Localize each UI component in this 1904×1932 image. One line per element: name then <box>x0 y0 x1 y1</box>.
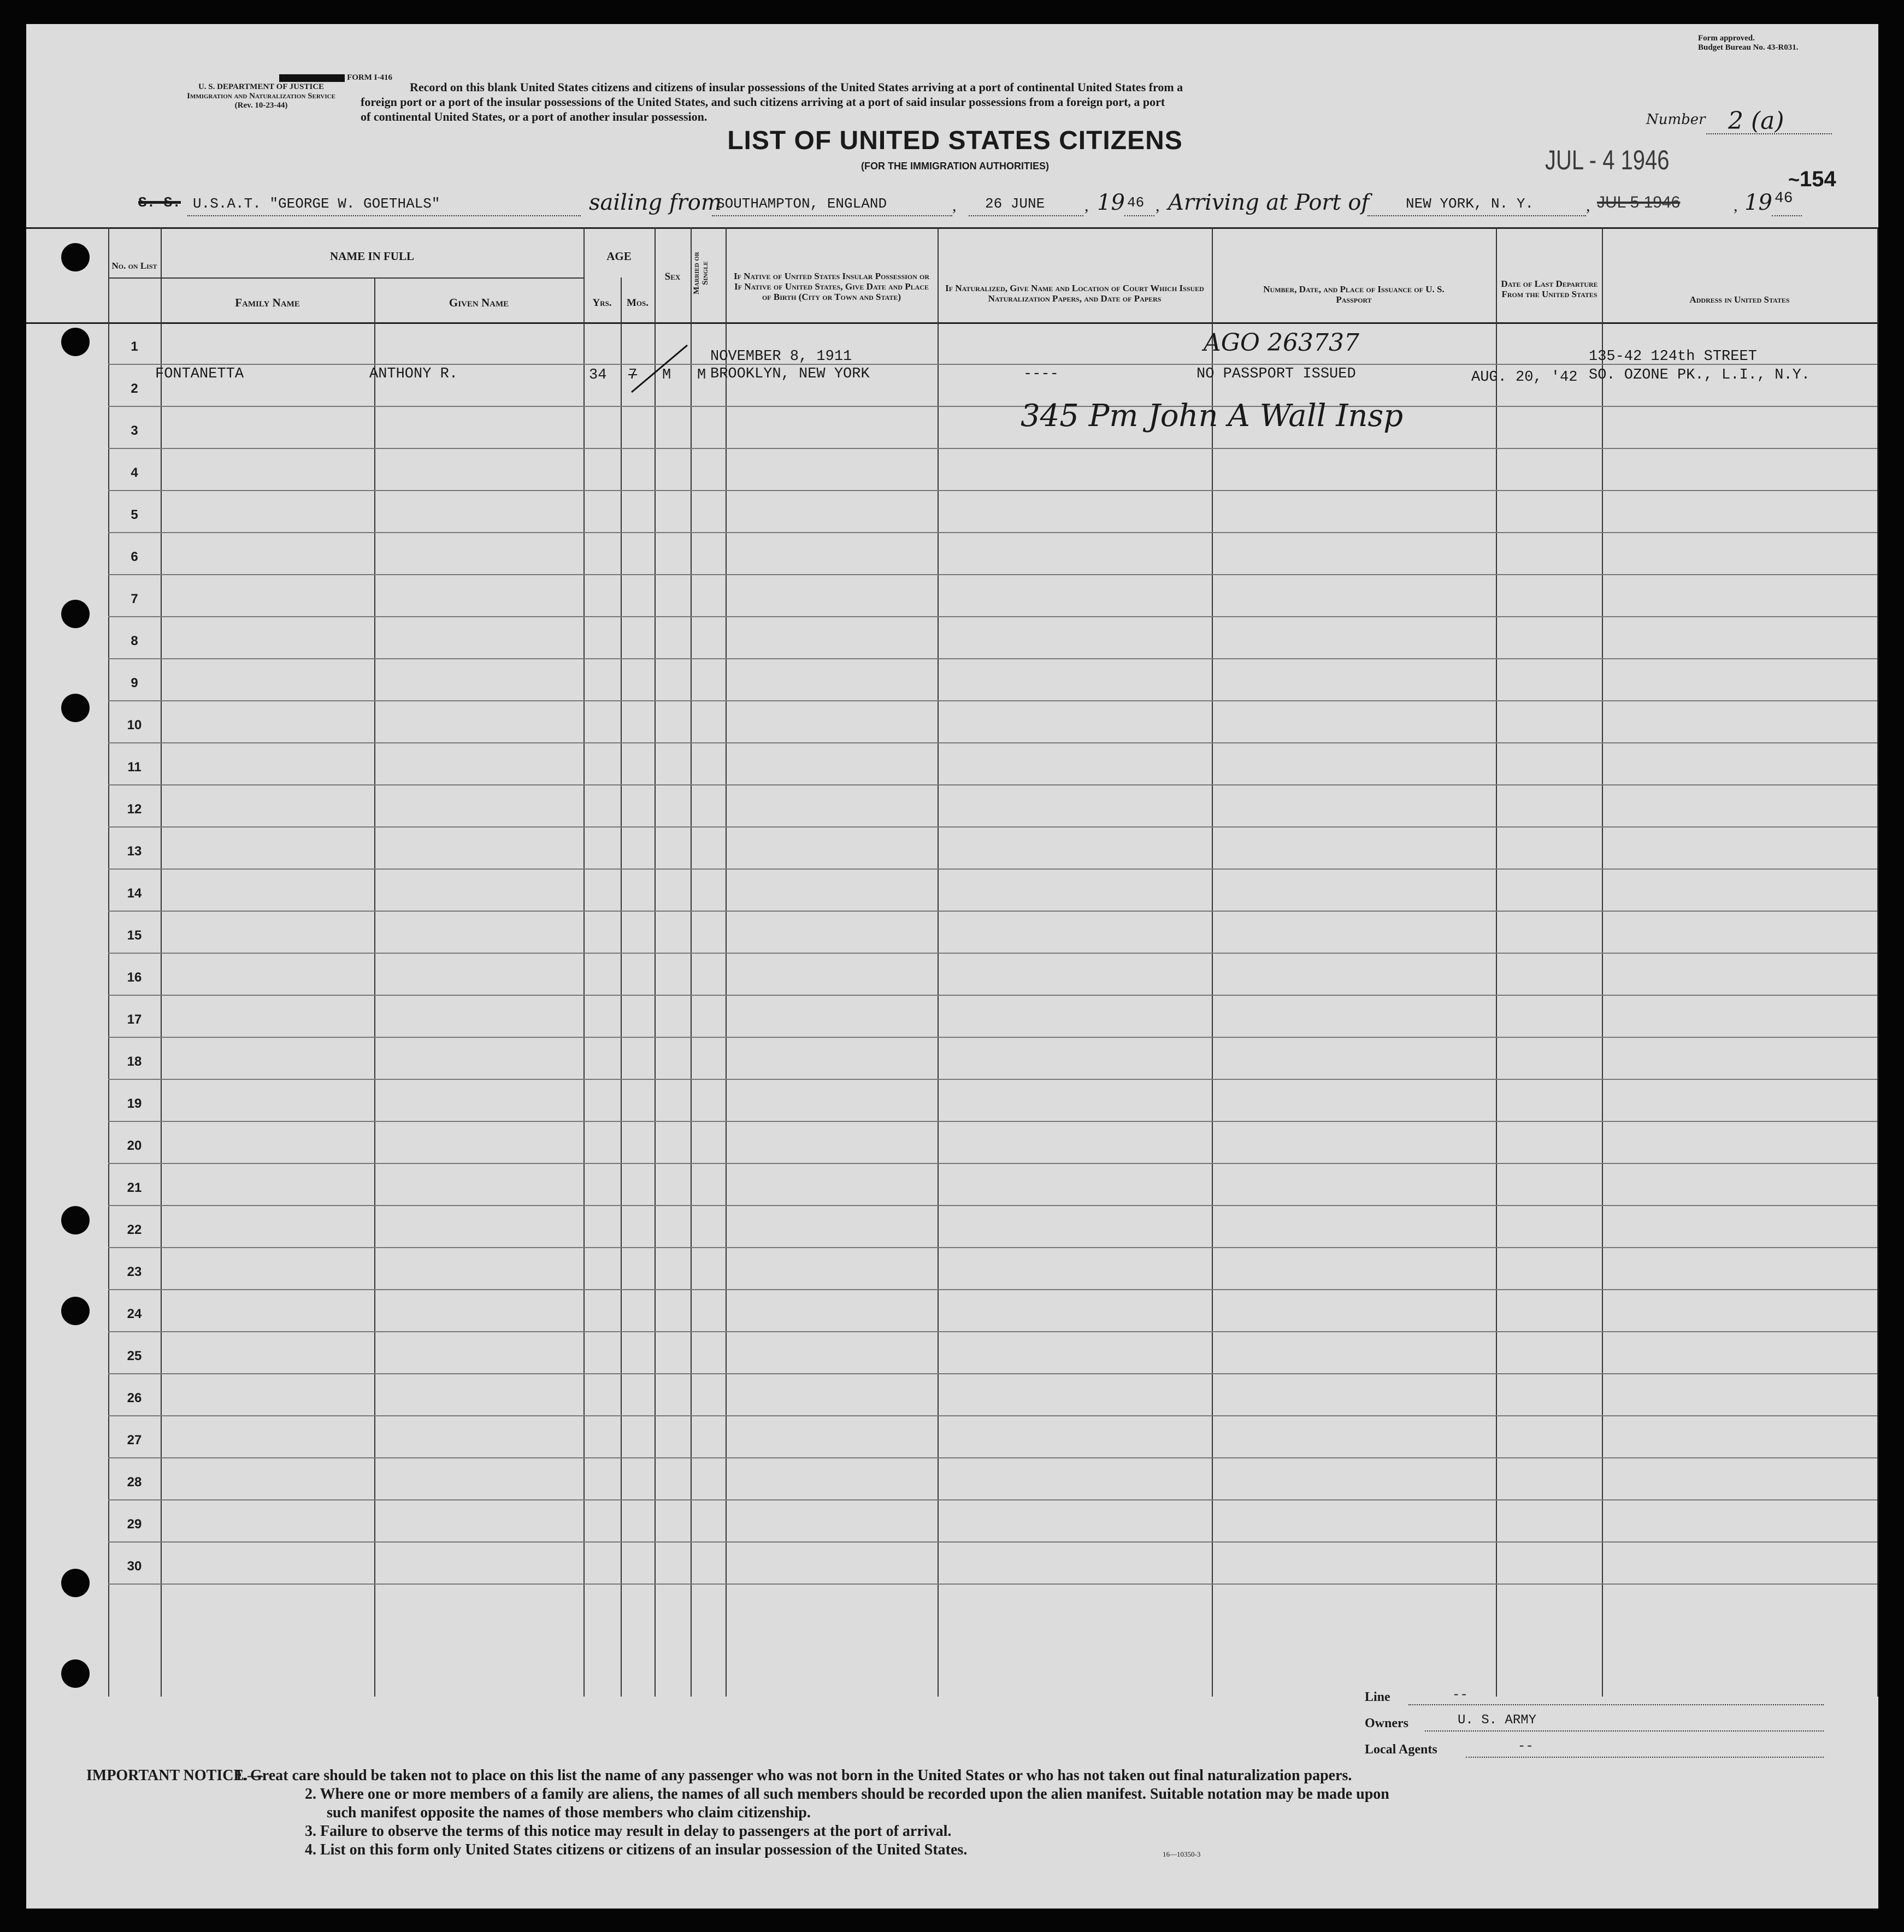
budget-text: Budget Bureau No. 43-R031. <box>1698 43 1799 52</box>
row-number: 7 <box>131 592 138 606</box>
row-rule <box>108 1373 1877 1374</box>
passport-handwritten: AGO 263737 <box>1204 329 1359 357</box>
checkmark-icon <box>627 342 693 397</box>
header-married: Married or Single <box>692 252 710 294</box>
row-number: 22 <box>127 1222 142 1237</box>
row-rule <box>108 1415 1877 1416</box>
row-number: 4 <box>131 465 138 480</box>
owners-value: U. S. ARMY <box>1458 1713 1537 1728</box>
departure-cell: AUG. 20, '42 <box>1471 369 1578 386</box>
punch-hole <box>61 694 90 722</box>
row-number: 20 <box>127 1138 142 1153</box>
row-rule <box>108 1163 1877 1164</box>
punch-hole <box>61 1659 90 1688</box>
row-number: 23 <box>127 1265 142 1279</box>
notice-label: IMPORTANT NOTICE.— <box>86 1767 263 1784</box>
header-name-in-full: NAME IN FULL <box>329 250 414 263</box>
birth-place-cell: BROOKLYN, NEW YORK <box>710 366 870 382</box>
header-address: Address in United States <box>1689 294 1790 305</box>
row-rule <box>108 868 1877 870</box>
agents-value: -- <box>1518 1739 1534 1754</box>
instructions <box>361 80 1595 124</box>
manifest-sheet <box>26 24 1878 1909</box>
row-number: 3 <box>131 423 138 438</box>
row-number: 24 <box>127 1307 142 1321</box>
page-title: LIST OF UNITED STATES CITIZENS <box>727 126 1183 155</box>
year-prefix: 19 <box>1097 190 1125 215</box>
header-sex: Sex <box>664 271 681 282</box>
row-number: 26 <box>127 1391 142 1405</box>
row-rule <box>108 1289 1877 1290</box>
row-rule <box>108 1037 1877 1038</box>
row-rule <box>108 616 1877 617</box>
passport-cell: NO PASSPORT ISSUED <box>1196 366 1356 382</box>
row-rule <box>108 742 1877 743</box>
row-rule <box>108 1247 1877 1248</box>
vessel-name: U.S.A.T. "GEORGE W. GOETHALS" <box>193 196 440 212</box>
header-subrule <box>108 277 583 279</box>
line-value: -- <box>1452 1688 1468 1703</box>
row-rule <box>108 448 1877 449</box>
inspector-signature: 345 Pm John A Wall Insp <box>1021 398 1404 434</box>
row-number: 8 <box>131 634 138 648</box>
punch-hole <box>61 243 90 271</box>
instruction-line3: of continental United States, or a port of another insular possession. <box>361 110 708 123</box>
number-label: Number <box>1646 111 1706 128</box>
arriving-label: Arriving at Port of <box>1168 190 1370 215</box>
print-code: 16—10350-3 <box>1163 1850 1201 1858</box>
naturalized-cell: ---- <box>1023 366 1059 382</box>
row-number: 19 <box>127 1096 142 1111</box>
row-number: 21 <box>127 1180 142 1195</box>
family-name-cell: FONTANETTA <box>155 366 244 382</box>
redaction-bar <box>279 74 345 82</box>
address-line1-cell: 135-42 124th STREET <box>1589 348 1757 365</box>
punch-hole <box>61 1297 90 1325</box>
row-number: 15 <box>127 928 142 943</box>
row-rule <box>108 658 1877 659</box>
punch-hole <box>61 1569 90 1597</box>
voyage-line: S. S. U.S.A.T. "GEORGE W. GOETHALS" sailing from SOUTHAMPTON, ENGLAND , 26 JUNE , 19 46 , Arriving at Port of NEW YORK, N. Y. , JUL 5 1946 , 19 46 <box>133 192 1870 225</box>
row-number: 5 <box>131 507 138 522</box>
row-number: 17 <box>127 1012 142 1027</box>
header-given-name: Given Name <box>449 296 509 309</box>
yrs-cell: 34 <box>589 367 607 383</box>
row-rule <box>108 1457 1877 1458</box>
row-rule <box>108 911 1877 912</box>
arrival-year-prefix: 19 <box>1744 190 1772 215</box>
row-rule <box>108 700 1877 701</box>
birth-date-cell: NOVEMBER 8, 1911 <box>710 348 852 365</box>
row-number: 2 <box>131 381 138 396</box>
row-number: 13 <box>127 844 142 859</box>
header-departure: Date of Last Departure From the United States <box>1501 279 1598 299</box>
dept-line3: (Rev. 10-23-44) <box>234 101 288 110</box>
given-name-cell: ANTHONY R. <box>369 366 458 382</box>
line-label: Line <box>1365 1690 1390 1704</box>
row-rule <box>108 826 1877 828</box>
row-rule <box>108 1205 1877 1206</box>
notice-2b: such manifest opposite the names of those members who claim citizenship. <box>327 1804 811 1821</box>
sailing-label: sailing from <box>589 190 722 215</box>
page-subtitle: (FOR THE IMMIGRATION AUTHORITIES) <box>861 161 1049 172</box>
arrival-port: NEW YORK, N. Y. <box>1406 196 1534 212</box>
instruction-line1: Record on this blank United States citizens and citizens of insular possessions of the United States arriving at a port of continental United States from a <box>410 80 1183 94</box>
stamp-number: ~154 <box>1788 167 1836 191</box>
number-field <box>1646 107 1854 144</box>
row-rule <box>108 1541 1877 1543</box>
address-line2-cell: SO. OZONE PK., L.I., N.Y. <box>1589 367 1811 383</box>
ss-label: S. S. <box>138 194 181 211</box>
instruction-line2: foreign port or a port of the insular possessions of the United States, and such citizens arriving at a port of said insular possessions from a foreign port, a port <box>361 95 1165 109</box>
row-number: 16 <box>127 970 142 985</box>
punch-hole <box>61 328 90 356</box>
row-number: 30 <box>127 1559 142 1574</box>
row-number: 12 <box>127 802 142 817</box>
row-number: 27 <box>127 1433 142 1447</box>
header-yrs: Yrs. <box>592 297 612 309</box>
struck-stamp: JUL 5 1946 <box>1597 193 1681 211</box>
form-number: FORM I-416 <box>347 73 392 82</box>
notice-2a: 2. Where one or more members of a family are aliens, the names of all such members should be recorded upon the alien manifest. Suitable notation may be made upon <box>305 1786 1389 1803</box>
header-no: No. on List <box>111 261 157 271</box>
row-number: 6 <box>131 550 138 564</box>
departure-date: 26 JUNE <box>985 196 1045 212</box>
row-rule <box>108 532 1877 533</box>
important-notice <box>86 1766 1862 1859</box>
table-top-rule <box>26 227 1878 229</box>
row-rule <box>108 1079 1877 1080</box>
number-value: 2 (a) <box>1728 107 1784 135</box>
row-number: 14 <box>127 886 142 901</box>
row-rule <box>108 406 1877 407</box>
row-number: 25 <box>127 1349 142 1363</box>
approval-note <box>1698 34 1799 52</box>
dept-line1: U. S. DEPARTMENT OF JUSTICE <box>198 82 325 91</box>
received-stamp: JUL - 4 1946 <box>1545 145 1670 175</box>
header-passport: Number, Date, and Place of Issuance of U. S. Passport <box>1263 284 1445 305</box>
header-naturalized: If Naturalized, Give Name and Location of Court Which Issued Naturalization Papers, and Date of Papers <box>945 283 1204 304</box>
header-age: AGE <box>606 250 632 263</box>
row-rule <box>108 1499 1877 1500</box>
notice-3: 3. Failure to observe the terms of this notice may result in delay to passengers at the port of arrival. <box>305 1823 952 1840</box>
row-rule <box>108 1121 1877 1122</box>
header-family-name: Family Name <box>235 296 300 309</box>
row-number: 11 <box>127 760 142 775</box>
owners-label: Owners <box>1365 1716 1408 1730</box>
row-rule <box>108 1584 1877 1585</box>
row-rule <box>108 995 1877 996</box>
header-mos: Mos. <box>626 297 649 309</box>
departure-port: SOUTHAMPTON, ENGLAND <box>716 196 887 212</box>
row-rule <box>108 490 1877 491</box>
row-rule <box>108 784 1877 785</box>
row-rule <box>108 574 1877 575</box>
row-number: 29 <box>127 1517 142 1532</box>
row-rule <box>108 953 1877 954</box>
dept-line2: Immigration and Naturalization Service <box>187 92 335 101</box>
punch-hole <box>61 1206 90 1234</box>
mos-cell: 7 <box>628 367 638 383</box>
arrival-year: 46 <box>1775 190 1793 207</box>
row-number: 18 <box>127 1054 142 1069</box>
agents-label: Local Agents <box>1365 1742 1437 1757</box>
header-bottom-rule <box>26 322 1878 324</box>
notice-4: 4. List on this form only United States citizens or citizens of an insular possession of the United States. <box>305 1841 968 1858</box>
row-number: 9 <box>131 676 138 690</box>
sex-cell: M <box>662 367 671 383</box>
approval-text: Form approved. <box>1698 34 1755 43</box>
row-number: 1 <box>131 339 138 354</box>
row-rule <box>108 1331 1877 1332</box>
notice-1: 1. Great care should be taken not to place on this list the name of any passenger who was not born in the United States or who has not taken out final naturalization papers. <box>235 1767 1352 1784</box>
married-cell: M <box>697 367 706 383</box>
departure-year: 46 <box>1127 194 1145 211</box>
row-number: 28 <box>127 1475 142 1490</box>
row-number: 10 <box>127 718 142 732</box>
punch-hole <box>61 600 90 628</box>
header-native: If Native of United States Insular Possession or If Native of United States, Give Date and Place of Birth (City or Town and State) <box>733 271 930 302</box>
